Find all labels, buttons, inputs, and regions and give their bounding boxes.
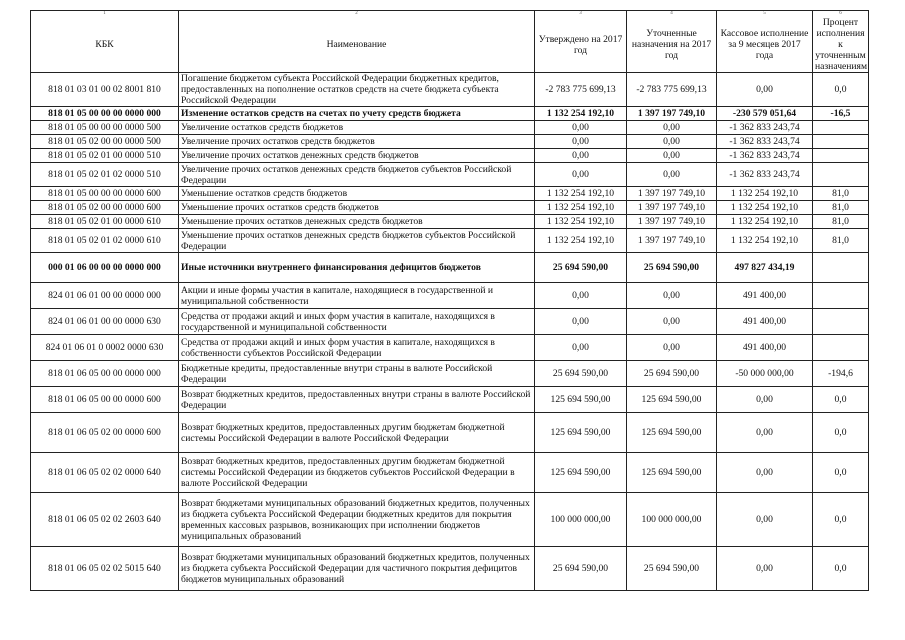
percent-cell	[813, 309, 869, 335]
table-row	[31, 335, 869, 361]
approved-cell: 125 694 590,00	[535, 413, 627, 453]
name-cell: Возврат бюджетных кредитов, предоставленных другим бюджетам бюджетной системы Российской Федерации из бюджетов субъектов Российской Федерации в валюте Российской Федерации	[179, 453, 535, 493]
revised-cell: 0,00	[627, 335, 717, 361]
approved-cell: 1 132 254 192,10	[535, 107, 627, 121]
kbk-cell: 818 01 06 05 02 02 0000 640	[31, 453, 179, 493]
table-row	[31, 107, 869, 121]
executed-cell: -1 362 833 243,74	[717, 121, 813, 135]
percent-cell: 0,0	[813, 453, 869, 493]
approved-cell: 1 132 254 192,10	[535, 229, 627, 253]
kbk-cell: 818 01 05 00 00 00 0000 500	[31, 121, 179, 135]
approved-cell: 100 000 000,00	[535, 493, 627, 547]
approved-cell: 0,00	[535, 121, 627, 135]
table-row	[31, 229, 869, 253]
executed-cell: -230 579 051,64	[717, 107, 813, 121]
table-row	[31, 201, 869, 215]
approved-cell: 0,00	[535, 335, 627, 361]
approved-cell: 0,00	[535, 283, 627, 309]
revised-cell: 0,00	[627, 121, 717, 135]
percent-cell: 81,0	[813, 229, 869, 253]
percent-cell	[813, 135, 869, 149]
kbk-cell: 818 01 05 02 01 00 0000 510	[31, 149, 179, 163]
kbk-cell: 818 01 06 05 00 00 0000 000	[31, 361, 179, 387]
revised-cell: 25 694 590,00	[627, 547, 717, 591]
executed-cell: 1 132 254 192,10	[717, 215, 813, 229]
header-label: Утверждено на 2017 год	[538, 33, 623, 56]
executed-cell: -1 362 833 243,74	[717, 135, 813, 149]
name-cell: Возврат бюджетами муниципальных образований бюджетных кредитов, полученных из бюджета субъекта Российской Федерации бюджетных кредитов для покрытия временных кассовых разрывов, возникающих при исполнении бюджетов муниципальных образований	[179, 493, 535, 547]
percent-cell: 0,0	[813, 413, 869, 453]
kbk-cell: 818 01 05 02 01 00 0000 610	[31, 215, 179, 229]
approved-cell: 0,00	[535, 149, 627, 163]
percent-cell: 0,0	[813, 387, 869, 413]
kbk-cell: 818 01 05 02 00 00 0000 600	[31, 201, 179, 215]
revised-cell: 100 000 000,00	[627, 493, 717, 547]
percent-cell: 81,0	[813, 187, 869, 201]
revised-cell: 1 397 197 749,10	[627, 229, 717, 253]
revised-cell: -2 783 775 699,13	[627, 73, 717, 107]
table-row	[31, 135, 869, 149]
table-row	[31, 453, 869, 493]
revised-cell: 0,00	[627, 149, 717, 163]
table-row	[31, 149, 869, 163]
percent-cell	[813, 163, 869, 187]
name-cell: Возврат бюджетных кредитов, предоставленных другим бюджетам бюджетной системы Российской Федерации в валюте Российской Федерации	[179, 413, 535, 453]
kbk-cell: 824 01 06 01 0 0002 0000 630	[31, 335, 179, 361]
column-number: 4	[670, 11, 673, 16]
table-row	[31, 413, 869, 453]
percent-cell: 81,0	[813, 215, 869, 229]
header-revised	[627, 11, 717, 73]
kbk-cell: 818 01 05 00 00 00 0000 000	[31, 107, 179, 121]
table-row	[31, 361, 869, 387]
revised-cell: 0,00	[627, 163, 717, 187]
revised-cell: 0,00	[627, 135, 717, 149]
table-row	[31, 283, 869, 309]
percent-cell	[813, 253, 869, 283]
name-cell: Увеличение прочих остатков средств бюджетов	[179, 135, 535, 149]
name-cell: Уменьшение остатков средств бюджетов	[179, 187, 535, 201]
table-row	[31, 163, 869, 187]
kbk-cell: 818 01 06 05 02 02 5015 640	[31, 547, 179, 591]
executed-cell: -1 362 833 243,74	[717, 149, 813, 163]
header-label: КБК	[95, 39, 114, 50]
kbk-cell: 824 01 06 01 00 00 0000 000	[31, 283, 179, 309]
name-cell: Изменение остатков средств на счетах по учету средств бюджета	[179, 107, 535, 121]
header-label: Процент исполнения к уточненным назначениям	[815, 17, 868, 72]
kbk-cell: 824 01 06 01 00 00 0000 630	[31, 309, 179, 335]
header-kbk	[31, 11, 179, 73]
column-number: 2	[355, 11, 358, 16]
revised-cell: 1 397 197 749,10	[627, 201, 717, 215]
revised-cell: 25 694 590,00	[627, 253, 717, 283]
percent-cell	[813, 335, 869, 361]
name-cell: Средства от продажи акций и иных форм участия в капитале, находящихся в государственной и муниципальной собственности	[179, 309, 535, 335]
name-cell: Погашение бюджетом субъекта Российской Федерации бюджетных кредитов, предоставленных на пополнение остатков средств на счете бюджета субъекта Российской Федерации	[179, 73, 535, 107]
executed-cell: -50 000 000,00	[717, 361, 813, 387]
executed-cell: 491 400,00	[717, 283, 813, 309]
table-row	[31, 253, 869, 283]
table-row	[31, 121, 869, 135]
executed-cell: 1 132 254 192,10	[717, 229, 813, 253]
approved-cell: 1 132 254 192,10	[535, 187, 627, 201]
table-row	[31, 387, 869, 413]
kbk-cell: 818 01 05 02 01 02 0000 510	[31, 163, 179, 187]
table-row	[31, 309, 869, 335]
percent-cell	[813, 283, 869, 309]
approved-cell: 25 694 590,00	[535, 547, 627, 591]
percent-cell	[813, 149, 869, 163]
table-row	[31, 493, 869, 547]
table-row	[31, 547, 869, 591]
kbk-cell: 000 01 06 00 00 00 0000 000	[31, 253, 179, 283]
kbk-cell: 818 01 05 00 00 00 0000 600	[31, 187, 179, 201]
column-number: 5	[763, 11, 766, 16]
name-cell: Увеличение остатков средств бюджетов	[179, 121, 535, 135]
table-row	[31, 215, 869, 229]
approved-cell: -2 783 775 699,13	[535, 73, 627, 107]
approved-cell: 125 694 590,00	[535, 453, 627, 493]
executed-cell: 1 132 254 192,10	[717, 187, 813, 201]
header-percent	[813, 11, 869, 73]
revised-cell: 125 694 590,00	[627, 413, 717, 453]
executed-cell: 491 400,00	[717, 309, 813, 335]
name-cell: Бюджетные кредиты, предоставленные внутри страны в валюте Российской Федерации	[179, 361, 535, 387]
revised-cell: 0,00	[627, 283, 717, 309]
executed-cell: 0,00	[717, 547, 813, 591]
approved-cell: 1 132 254 192,10	[535, 201, 627, 215]
executed-cell: 0,00	[717, 413, 813, 453]
name-cell: Возврат бюджетами муниципальных образований бюджетных кредитов, полученных из бюджета субъекта Российской Федерации для частичного покрытия дефицитов бюджетов муниципальных образований	[179, 547, 535, 591]
name-cell: Увеличение прочих остатков денежных средств бюджетов	[179, 149, 535, 163]
revised-cell: 125 694 590,00	[627, 387, 717, 413]
revised-cell: 25 694 590,00	[627, 361, 717, 387]
approved-cell: 25 694 590,00	[535, 361, 627, 387]
name-cell: Уменьшение прочих остатков денежных средств бюджетов субъектов Российской Федерации	[179, 229, 535, 253]
column-number: 1	[103, 11, 106, 16]
name-cell: Увеличение прочих остатков денежных средств бюджетов субъектов Российской Федерации	[179, 163, 535, 187]
executed-cell: -1 362 833 243,74	[717, 163, 813, 187]
revised-cell: 1 397 197 749,10	[627, 187, 717, 201]
percent-cell: 0,0	[813, 73, 869, 107]
name-cell: Уменьшение прочих остатков денежных средств бюджетов	[179, 215, 535, 229]
revised-cell: 1 397 197 749,10	[627, 107, 717, 121]
executed-cell: 497 827 434,19	[717, 253, 813, 283]
header-label: Уточненные назначения на 2017 год	[631, 28, 712, 61]
name-cell: Акции и иные формы участия в капитале, находящиеся в государственной и муниципальной собственности	[179, 283, 535, 309]
kbk-cell: 818 01 06 05 00 00 0000 600	[31, 387, 179, 413]
executed-cell: 0,00	[717, 73, 813, 107]
percent-cell: 0,0	[813, 547, 869, 591]
name-cell: Уменьшение прочих остатков средств бюджетов	[179, 201, 535, 215]
executed-cell: 0,00	[717, 387, 813, 413]
approved-cell: 1 132 254 192,10	[535, 215, 627, 229]
executed-cell: 1 132 254 192,10	[717, 201, 813, 215]
kbk-cell: 818 01 03 01 00 02 8001 810	[31, 73, 179, 107]
revised-cell: 0,00	[627, 309, 717, 335]
percent-cell: -16,5	[813, 107, 869, 121]
approved-cell: 0,00	[535, 309, 627, 335]
kbk-cell: 818 01 05 02 00 00 0000 500	[31, 135, 179, 149]
name-cell: Возврат бюджетных кредитов, предоставленных внутри страны в валюте Российской Федерации	[179, 387, 535, 413]
executed-cell: 0,00	[717, 453, 813, 493]
table-body	[31, 73, 869, 591]
header-row	[31, 11, 869, 73]
executed-cell: 491 400,00	[717, 335, 813, 361]
approved-cell: 0,00	[535, 135, 627, 149]
kbk-cell: 818 01 05 02 01 02 0000 610	[31, 229, 179, 253]
revised-cell: 1 397 197 749,10	[627, 215, 717, 229]
report-page	[30, 10, 868, 591]
approved-cell: 25 694 590,00	[535, 253, 627, 283]
percent-cell: 0,0	[813, 493, 869, 547]
header-name	[179, 11, 535, 73]
table-row	[31, 187, 869, 201]
percent-cell	[813, 121, 869, 135]
revised-cell: 125 694 590,00	[627, 453, 717, 493]
header-approved	[535, 11, 627, 73]
header-executed	[717, 11, 813, 73]
percent-cell: 81,0	[813, 201, 869, 215]
percent-cell: -194,6	[813, 361, 869, 387]
approved-cell: 125 694 590,00	[535, 387, 627, 413]
approved-cell: 0,00	[535, 163, 627, 187]
column-number: 6	[839, 11, 842, 16]
column-number: 3	[579, 11, 582, 16]
kbk-cell: 818 01 06 05 02 00 0000 600	[31, 413, 179, 453]
name-cell: Иные источники внутреннего финансирования дефицитов бюджетов	[179, 253, 535, 283]
table-row	[31, 73, 869, 107]
executed-cell: 0,00	[717, 493, 813, 547]
name-cell: Средства от продажи акций и иных форм участия в капитале, находящихся в собственности субъектов Российской Федерации	[179, 335, 535, 361]
header-label: Кассовое исполнение за 9 месяцев 2017 года	[720, 28, 809, 61]
header-label: Наименование	[326, 39, 387, 50]
budget-sources-table	[30, 10, 869, 591]
kbk-cell: 818 01 06 05 02 02 2603 640	[31, 493, 179, 547]
